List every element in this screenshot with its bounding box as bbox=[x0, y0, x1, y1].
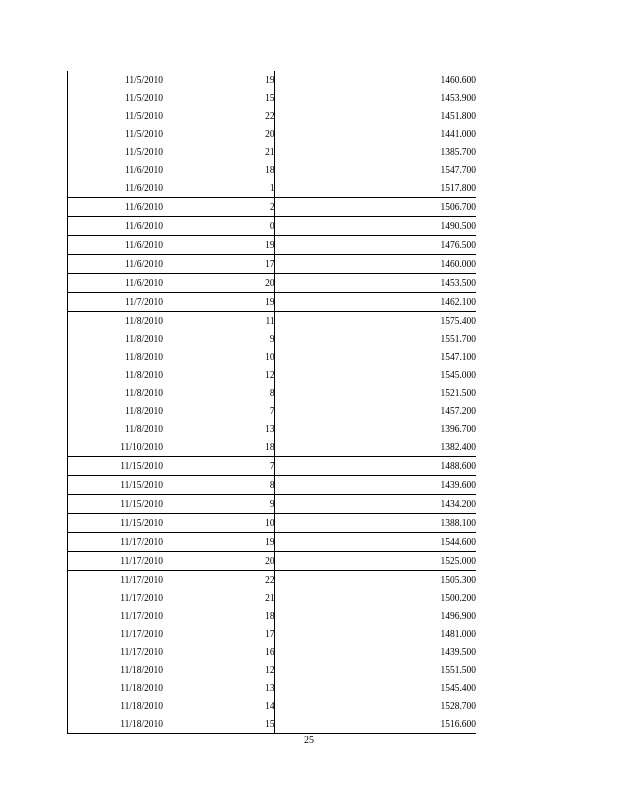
date-cell: 11/8/2010 bbox=[81, 402, 163, 420]
value-cell: 1382.400 bbox=[440, 441, 476, 453]
hour-cell: 0 bbox=[178, 217, 274, 236]
value-cell: 1496.900 bbox=[440, 610, 476, 622]
hour-cell: 18 bbox=[178, 607, 274, 625]
table-row bbox=[68, 366, 476, 384]
table-row bbox=[68, 348, 476, 366]
table-row bbox=[68, 552, 476, 571]
date-cell: 11/17/2010 bbox=[81, 625, 163, 643]
date-cell: 11/6/2010 bbox=[81, 161, 163, 179]
table-row bbox=[68, 89, 476, 107]
hour-cell: 14 bbox=[178, 697, 274, 715]
hour-cell: 12 bbox=[178, 661, 274, 679]
table-row bbox=[68, 143, 476, 161]
hour-cell: 2 bbox=[178, 198, 274, 217]
date-cell: 11/8/2010 bbox=[81, 312, 163, 331]
table-row bbox=[68, 312, 476, 331]
date-cell: 11/17/2010 bbox=[81, 571, 163, 590]
value-cell: 1460.000 bbox=[303, 255, 476, 274]
value-cell: 1388.100 bbox=[303, 514, 476, 533]
value-cell: 1551.500 bbox=[440, 664, 476, 676]
table-row bbox=[68, 457, 476, 476]
value-cell: 1575.400 bbox=[303, 312, 476, 331]
value-cell: 1551.700 bbox=[440, 333, 476, 345]
hour-cell: 7 bbox=[178, 402, 274, 420]
table-row bbox=[68, 125, 476, 143]
value-cell: 1544.600 bbox=[303, 533, 476, 552]
value-cell: 1460.600 bbox=[440, 74, 476, 86]
hour-cell: 13 bbox=[178, 420, 274, 438]
date-cell: 11/6/2010 bbox=[81, 179, 163, 198]
value-cell: 1490.500 bbox=[303, 217, 476, 236]
date-cell: 11/17/2010 bbox=[81, 607, 163, 625]
value-cell: 1462.100 bbox=[303, 293, 476, 312]
date-cell: 11/8/2010 bbox=[81, 384, 163, 402]
table-row bbox=[68, 274, 476, 293]
date-cell: 11/17/2010 bbox=[81, 552, 163, 571]
value-cell: 1439.500 bbox=[440, 646, 476, 658]
value-cell: 1488.600 bbox=[303, 457, 476, 476]
hour-cell: 20 bbox=[178, 125, 274, 143]
hour-cell: 13 bbox=[178, 679, 274, 697]
hour-cell: 18 bbox=[178, 161, 274, 179]
date-cell: 11/18/2010 bbox=[81, 697, 163, 715]
date-cell: 11/15/2010 bbox=[81, 457, 163, 476]
table-row bbox=[68, 607, 476, 625]
date-cell: 11/5/2010 bbox=[81, 89, 163, 107]
table-row bbox=[68, 384, 476, 402]
date-cell: 11/5/2010 bbox=[81, 107, 163, 125]
table-row bbox=[68, 217, 476, 236]
date-cell: 11/6/2010 bbox=[81, 198, 163, 217]
value-cell: 1481.000 bbox=[440, 628, 476, 640]
table-row bbox=[68, 402, 476, 420]
value-cell: 1439.600 bbox=[303, 476, 476, 495]
value-cell: 1396.700 bbox=[440, 423, 476, 435]
hour-cell: 20 bbox=[178, 274, 274, 293]
date-cell: 11/15/2010 bbox=[81, 514, 163, 533]
hour-cell: 16 bbox=[178, 643, 274, 661]
value-cell: 1385.700 bbox=[440, 146, 476, 158]
hour-cell: 20 bbox=[178, 552, 274, 571]
date-cell: 11/5/2010 bbox=[81, 71, 163, 89]
hour-cell: 15 bbox=[178, 89, 274, 107]
hour-cell: 19 bbox=[178, 533, 274, 552]
value-cell: 1521.500 bbox=[440, 387, 476, 399]
date-cell: 11/8/2010 bbox=[81, 330, 163, 348]
date-cell: 11/10/2010 bbox=[81, 438, 163, 457]
date-cell: 11/18/2010 bbox=[81, 679, 163, 697]
date-cell: 11/8/2010 bbox=[81, 420, 163, 438]
value-cell: 1505.300 bbox=[303, 571, 476, 590]
value-cell: 1441.000 bbox=[440, 128, 476, 140]
table-row bbox=[68, 625, 476, 643]
hour-cell: 21 bbox=[178, 143, 274, 161]
value-cell: 1457.200 bbox=[440, 405, 476, 417]
value-cell: 1545.400 bbox=[440, 682, 476, 694]
table-row bbox=[68, 514, 476, 533]
value-cell: 1434.200 bbox=[303, 495, 476, 514]
hour-cell: 9 bbox=[178, 330, 274, 348]
table-row bbox=[68, 476, 476, 495]
table-row bbox=[68, 589, 476, 607]
value-cell: 1547.700 bbox=[440, 164, 476, 176]
table-row bbox=[68, 438, 476, 457]
date-cell: 11/17/2010 bbox=[81, 533, 163, 552]
table-row bbox=[68, 236, 476, 255]
date-cell: 11/5/2010 bbox=[81, 143, 163, 161]
table-row bbox=[68, 643, 476, 661]
date-cell: 11/17/2010 bbox=[81, 643, 163, 661]
date-cell: 11/18/2010 bbox=[81, 715, 163, 734]
date-cell: 11/8/2010 bbox=[81, 348, 163, 366]
date-cell: 11/5/2010 bbox=[81, 125, 163, 143]
table-row bbox=[68, 533, 476, 552]
table-row bbox=[68, 571, 476, 590]
value-cell: 1516.600 bbox=[303, 715, 476, 734]
date-cell: 11/6/2010 bbox=[81, 274, 163, 293]
hour-cell: 17 bbox=[178, 625, 274, 643]
value-cell: 1451.800 bbox=[440, 110, 476, 122]
table-row bbox=[68, 71, 476, 89]
hour-cell: 1 bbox=[178, 179, 274, 198]
value-cell: 1517.800 bbox=[440, 182, 476, 194]
value-cell: 1476.500 bbox=[303, 236, 476, 255]
table-row bbox=[68, 715, 476, 734]
hour-cell: 9 bbox=[178, 495, 274, 514]
hour-cell: 11 bbox=[178, 312, 274, 331]
table-row bbox=[68, 697, 476, 715]
hour-cell: 19 bbox=[178, 293, 274, 312]
table-row bbox=[68, 330, 476, 348]
table-row bbox=[68, 179, 476, 198]
value-cell: 1453.500 bbox=[303, 274, 476, 293]
hour-cell: 22 bbox=[178, 571, 274, 590]
date-cell: 11/18/2010 bbox=[81, 661, 163, 679]
hour-cell: 17 bbox=[178, 255, 274, 274]
table-row bbox=[68, 495, 476, 514]
date-cell: 11/8/2010 bbox=[81, 366, 163, 384]
date-cell: 11/15/2010 bbox=[81, 476, 163, 495]
hour-cell: 12 bbox=[178, 366, 274, 384]
date-cell: 11/7/2010 bbox=[81, 293, 163, 312]
hour-cell: 8 bbox=[178, 476, 274, 495]
date-cell: 11/6/2010 bbox=[81, 236, 163, 255]
date-cell: 11/15/2010 bbox=[81, 495, 163, 514]
table-row bbox=[68, 661, 476, 679]
data-table bbox=[67, 71, 476, 734]
table-row bbox=[68, 255, 476, 274]
date-cell: 11/6/2010 bbox=[81, 217, 163, 236]
table-row bbox=[68, 107, 476, 125]
hour-cell: 18 bbox=[178, 438, 274, 457]
value-cell: 1500.200 bbox=[440, 592, 476, 604]
hour-cell: 10 bbox=[178, 514, 274, 533]
hour-cell: 21 bbox=[178, 589, 274, 607]
value-cell: 1547.100 bbox=[440, 351, 476, 363]
table-body bbox=[68, 71, 476, 734]
table-row bbox=[68, 293, 476, 312]
hour-cell: 15 bbox=[178, 715, 274, 734]
date-cell: 11/17/2010 bbox=[81, 589, 163, 607]
table-row bbox=[68, 679, 476, 697]
table-row bbox=[68, 198, 476, 217]
hour-cell: 19 bbox=[178, 236, 274, 255]
table-row bbox=[68, 161, 476, 179]
value-cell: 1453.900 bbox=[440, 92, 476, 104]
value-cell: 1506.700 bbox=[303, 198, 476, 217]
table-row bbox=[68, 420, 476, 438]
hour-cell: 19 bbox=[178, 71, 274, 89]
date-cell: 11/6/2010 bbox=[81, 255, 163, 274]
value-cell: 1528.700 bbox=[440, 700, 476, 712]
hour-cell: 22 bbox=[178, 107, 274, 125]
page-number: 25 bbox=[304, 735, 314, 746]
value-cell: 1545.000 bbox=[440, 369, 476, 381]
hour-cell: 8 bbox=[178, 384, 274, 402]
hour-cell: 10 bbox=[178, 348, 274, 366]
value-cell: 1525.000 bbox=[303, 552, 476, 571]
hour-cell: 7 bbox=[178, 457, 274, 476]
